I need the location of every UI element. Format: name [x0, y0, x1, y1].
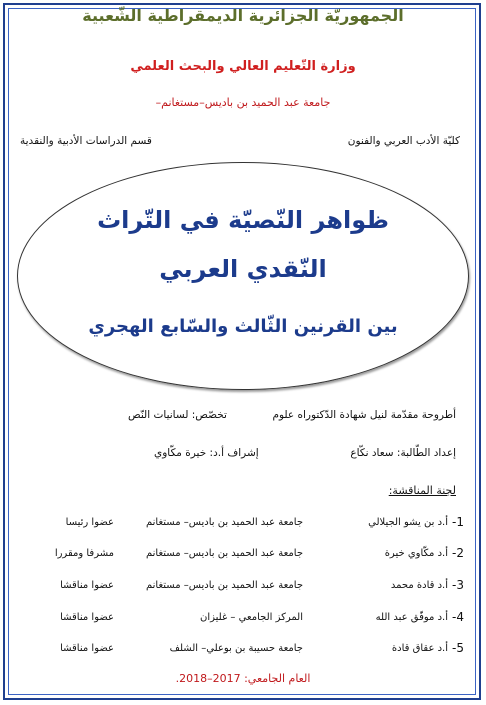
- specialty: تخصّص: لسانيات النّص: [128, 409, 227, 421]
- member-name: أ.د قادة محمد: [390, 580, 448, 591]
- member-institution: جامعة عبد الحميد بن باديس– مستغانم: [145, 580, 303, 591]
- member-role: عضوا مناقشا: [60, 643, 114, 654]
- member-number: 1-: [452, 515, 464, 529]
- member-institution: جامعة حسيبة بن بوعلي– الشلف: [169, 643, 303, 654]
- member-role: عضوا مناقشا: [60, 580, 114, 591]
- republic-heading: الجمهوريّة الجزائرية الديمقراطية الشّعبية: [82, 6, 404, 25]
- faculty-name: كليّة الأدب العربي والفنون: [347, 135, 460, 147]
- committee-heading: لجنة المناقشة:: [388, 484, 456, 497]
- member-name: أ.د بن يشو الجيلالي: [368, 517, 448, 528]
- member-name: أ.د عقاق قادة: [391, 643, 448, 654]
- member-name: أ.د مكّاوي خيرة: [384, 548, 448, 559]
- thesis-title-line1: ظواهر النّصيّة في التّراث: [97, 206, 389, 234]
- member-number: 3-: [452, 578, 464, 592]
- thesis-title-line3: بين القرنين الثّالث والسّابع الهجري: [88, 316, 398, 337]
- supervisor-name: إشراف أ.د: خيرة مكّاوي: [154, 447, 259, 459]
- department-name: قسم الدراسات الأدبية والنقدية: [20, 135, 152, 147]
- academic-year: العام الجامعي: 2017–2018.: [175, 672, 311, 685]
- member-number: 4-: [452, 610, 464, 624]
- member-number: 5-: [452, 641, 464, 655]
- member-role: عضوا رئيسا: [65, 517, 114, 528]
- university-name: جامعة عبد الحميد بن باديس–مستغانم–: [155, 96, 331, 109]
- member-institution: جامعة عبد الحميد بن باديس– مستغانم: [145, 517, 303, 528]
- member-number: 2-: [452, 546, 464, 560]
- member-institution: المركز الجامعي – غليزان: [200, 612, 303, 623]
- ministry-heading: وزارة التّعليم العالي والبحث العلمي: [130, 59, 356, 74]
- thesis-title-line2: النّقدي العربي: [159, 255, 327, 283]
- student-name: إعداد الطّالبة: سعاد نكّاع: [350, 447, 456, 459]
- member-role: مشرفا ومقررا: [54, 548, 114, 559]
- member-name: أ.د موفّق عبد الله: [375, 612, 448, 623]
- member-institution: جامعة عبد الحميد بن باديس– مستغانم: [145, 548, 303, 559]
- member-role: عضوا مناقشا: [60, 612, 114, 623]
- thesis-degree: أطروحة مقدّمة لنيل شهادة الدّكتوراه علوم: [272, 409, 456, 421]
